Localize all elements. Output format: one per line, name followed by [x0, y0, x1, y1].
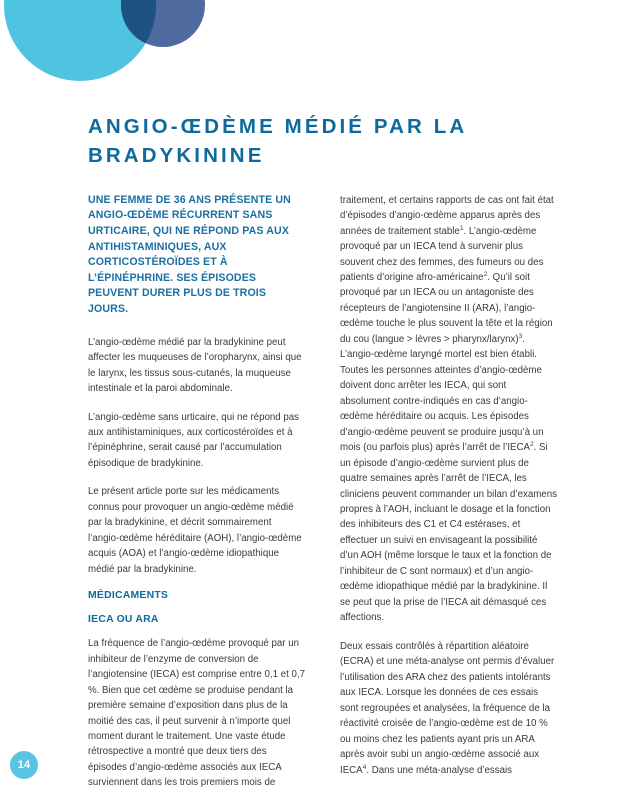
lead-paragraph: UNE FEMME DE 36 ANS PRÉSENTE UN ANGIO-ŒDÈME RÉCURRENT SANS URTICAIRE, QUI NE RÉPOND PAS AUX ANTIHISTAMINIQUES, AUX CORTICOSTÉROÏDES ET À L’ÉPINÉPHRINE. SES ÉPISODES PEUVENT DURER PLUS DE TROIS JOURS. — [88, 193, 291, 315]
footnote-ref-1: 1 — [459, 224, 464, 232]
decorative-circle-overlap — [4, 0, 156, 81]
right-p1-text-5: . Si un épisode d’angio-œdème survient plus de quatre semaines après l’arrêt de l’IECA, les cliniciens peuvent commander un bilan d’examens propres à l’AOH, incluant le dosage et la fonction des inhibiteurs des C1 et C4 estérases, et effectuer un suivi en envisageant la possibilité d’un AOH (même lorsque le taux et la fonction de l’inhibiteur de C sont normaux) et d’un angio-œdème idiopathique médié par la bradykinine. Il se peut que la prise de l’IECA ait démasqué ces affections. — [340, 442, 557, 624]
left-column — [88, 193, 305, 791]
left-paragraph-4: La fréquence de l’angio-œdème provoqué par un inhibiteur de l’enzyme de conversion de l’angiotensine (IECA) est comprise entre 0,1 et 0,7 %. Bien que cet œdème se produise pendant la première semaine d’exposition dans plus de la moitié des cas, il peut survenir à n’importe quel moment durant le traitement. Une vaste étude rétrospective a montré que deux tiers des épisodes d’angio-œdème associés aux IECA surviennent dans les trois premiers mois de — [88, 638, 305, 789]
footnote-ref-2: 2 — [483, 270, 488, 278]
heading-medicaments: MÉDICAMENTS — [88, 590, 169, 602]
right-p1-text-3: . Qu’il soit provoqué par un IECA ou un antagoniste des récepteurs de l’angiotensine II (ARA), l’angio-œdème touche le plus souvent la tête et la région du cou (langue > lèvres > pharynx/larynx) — [340, 271, 553, 345]
footnote-ref-3: 3 — [518, 332, 523, 340]
page-number-badge: 14 — [10, 751, 38, 779]
left-paragraph-3: Le présent article porte sur les médicaments connus pour provoquer un angio-œdème médié par la bradykinine, et décrit sommairement l’angio-œdème héréditaire (AOH), l’angio-œdème acquis (AOA) et l’angio-œdème idiopathique médié par la bradykinine. — [88, 486, 302, 575]
right-column — [340, 193, 557, 778]
page-title: ANGIO-ŒDÈME MÉDIÉ PAR LA BRADYKININE — [88, 115, 467, 168]
right-p1-text-4: . L’angio-œdème laryngé mortel est bien établi. Toutes les personnes atteintes d’angio-œdème doivent donc arrêter les IECA, qui sont absolument contre-indiqués en cas d’angio-œdème héréditaire ou acquis. Les épisodes d’angio-œdème peuvent se produire jusqu’à un mois (ou parfois plus) après l’arrêt de l’IECA — [340, 333, 544, 454]
footnote-ref-4: 2 — [529, 440, 534, 448]
right-p2-text-1: Deux essais contrôlés à répartition aléatoire (ECRA) et une méta-analyse ont permis d’évaluer l’utilisation des ARA chez des patients intolérants aux IECA. Lorsque les données de ces essais sont regroupées et analysées, la fréquence de la réactivité croisée de l’angio-œdème est de 10 % ou moins chez les patients ayant pris un ARA après avoir subi un angio-œdème associé aux IECA — [340, 640, 555, 776]
left-paragraph-1: L’angio-œdème médié par la bradykinine peut affecter les muqueuses de l’oropharynx, ainsi que le larynx, les tissus sous-cutanés, la muqueuse intestinale et la paroi abdominale. — [88, 336, 302, 395]
decorative-circle-small — [121, 0, 205, 47]
two-column-layout — [88, 193, 573, 791]
right-p2-text-2: . Dans une méta-analyse d’essais — [366, 764, 513, 776]
right-p1-text-1: traitement, et certains rapports de cas ont fait état d’épisodes d’angio-œdème apparus après des années de traitement stable — [340, 194, 554, 237]
right-p1-text-2: . L’angio-œdème provoqué par un IECA tend à survenir plus souvent chez des femmes, des fumeurs ou des patients d’origine afro-américaine — [340, 225, 544, 283]
right-paragraph-1 — [340, 193, 557, 626]
right-paragraph-2 — [340, 639, 557, 778]
decorative-circle-large — [4, 0, 156, 81]
heading-ieca-ou-ara: IECA OU ARA — [88, 614, 159, 626]
footnote-ref-5: 4 — [362, 763, 367, 771]
left-paragraph-2: L’angio-œdème sans urticaire, qui ne répond pas aux antihistaminiques, aux corticostéroïdes et à l’épinéphrine, serait causé par l’accumulation épisodique de bradykinine. — [88, 411, 300, 469]
article-content — [88, 112, 573, 791]
